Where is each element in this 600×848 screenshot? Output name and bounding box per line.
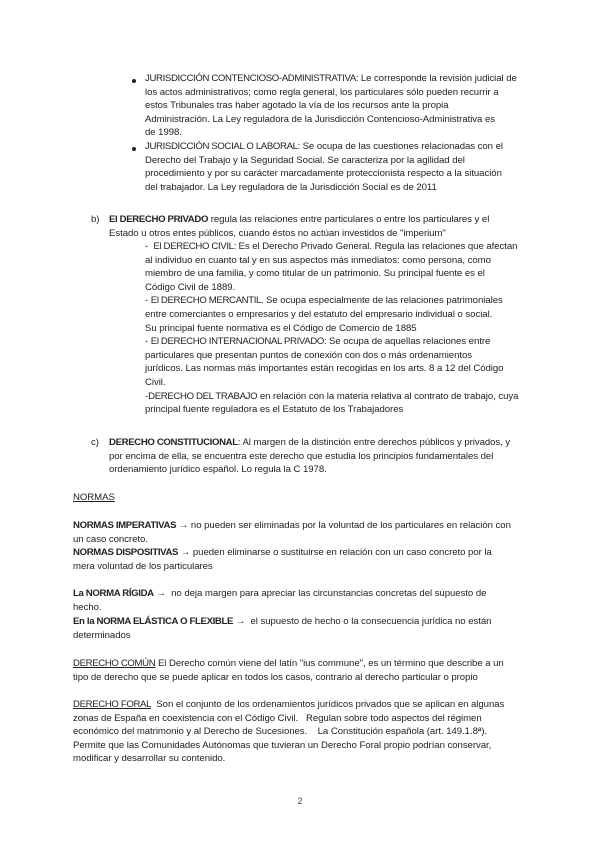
text-run: miembro de una familia, y como titular de un patrimonio. Su principal fuente es el <box>145 268 485 280</box>
text-run: Administración. La Ley reguladora de la Jurisdicción Contencioso-Administrativa es <box>145 113 495 125</box>
text-line <box>73 657 504 671</box>
text-line <box>109 450 510 464</box>
text-line <box>73 546 492 560</box>
text-line <box>145 126 517 140</box>
text-line <box>145 403 518 417</box>
text-line <box>73 671 504 685</box>
text-line <box>73 629 491 643</box>
text-run: Se ocupa de aquellas relaciones entre <box>326 336 491 348</box>
text-line <box>109 213 489 227</box>
text-line <box>145 376 518 390</box>
text-run: DERECHO DEL TRABAJO <box>148 390 258 402</box>
text-line <box>109 436 510 450</box>
text-run: económico del matrimonio y al Derecho de Sucesiones. La Constitución española (art. 149.1.8ª). <box>73 726 488 738</box>
text-run: al individuo en cuanto tal y en sus aspectos más inmediatos: como persona, como <box>145 254 491 266</box>
text-line <box>73 519 511 533</box>
derecho-comun <box>73 657 504 684</box>
text-run: regula las relaciones entre particulares o entre los particulares y el <box>208 214 490 225</box>
norma-elastica <box>73 615 491 642</box>
text-run: los actos administrativos; como regla general, los particulares sólo pueden recurrir a <box>145 86 499 98</box>
normas-dispositivas <box>73 546 492 573</box>
text-run: determinados <box>73 629 131 641</box>
page-number: 2 <box>297 796 303 806</box>
text-run: En la NORMA ELÁSTICA O FLEXIBLE <box>73 616 234 627</box>
text-line <box>145 113 517 127</box>
text-run: de 1998. <box>145 127 182 139</box>
text-run: en relación con la materia relativa al contrato de trabajo, cuya <box>257 390 519 402</box>
text-run: Permite que las Comunidades Autónomas que tuvieran un Derecho Foral propio podrían conservar, <box>73 739 492 751</box>
text-run: Código Civil de 1889. <box>145 281 236 293</box>
text-run: → pueden eliminarse o sustituirse en relación con un caso concreto por la <box>178 547 492 558</box>
text-run: La NORMA RÍGIDA <box>73 588 154 599</box>
text-line <box>145 240 518 254</box>
derecho-foral <box>73 698 504 766</box>
norma-rigida <box>73 587 486 614</box>
bullet-item-social <box>145 140 503 194</box>
text-run: → no deja margen para apreciar las circunstancias concretas del supuesto de <box>153 588 487 599</box>
text-line <box>73 712 504 726</box>
text-line <box>145 267 518 281</box>
text-line <box>73 752 504 766</box>
text-run: DERECHO COMÚN <box>73 658 156 669</box>
text-run: : Al margen de la distinción entre derechos públicos y privados, y <box>237 437 511 448</box>
section-b-subitems <box>145 240 518 417</box>
text-line <box>145 349 518 363</box>
text-run: DERECHO CONSTITUCIONAL <box>109 437 238 448</box>
text-line <box>73 725 504 739</box>
text-run: por encima de ella, se encuentra este derecho que estudia los principios fundamentales del <box>109 450 494 462</box>
normas-heading: NORMAS <box>73 492 115 503</box>
text-line <box>73 739 504 753</box>
text-run: jurídicos. Las normas más importantes están recogidas en los arts. 8 a 12 del Código <box>145 363 504 375</box>
text-line <box>145 72 517 86</box>
text-run: El DERECHO MERCANTIL. <box>150 295 264 307</box>
text-run: hecho. <box>73 601 102 613</box>
text-run: - <box>145 241 154 252</box>
text-run: → el supuesto de hecho o la consecuencia jurídica no están <box>233 616 492 627</box>
section-b-intro <box>109 213 489 240</box>
text-run: estos Tribunales tras haber agotado la vía de los recursos ante la propia <box>145 100 449 112</box>
text-run: NORMAS DISPOSITIVAS <box>73 547 179 558</box>
text-line <box>145 167 503 181</box>
normas-imperativas <box>73 519 511 546</box>
text-line <box>145 254 518 268</box>
text-run: entre comerciantes o empresarios y del estatuto del empresario individual o social. <box>145 308 493 320</box>
text-line <box>109 227 489 241</box>
section-b-marker: b) <box>91 214 100 225</box>
text-line <box>73 615 491 629</box>
text-run: modificar y desarrollar su contenido. <box>73 753 226 765</box>
text-run: ordenamiento jurídico español. Lo regula la C 1978. <box>109 464 327 476</box>
text-line <box>145 308 518 322</box>
text-run: particulares que presentan puntos de conexión con dos o más ordenamientos <box>145 349 473 361</box>
text-line <box>73 587 486 601</box>
text-line <box>73 698 504 712</box>
text-line <box>145 99 517 113</box>
text-run: Es el Derecho Privado General. Regula las relaciones que afectan <box>235 241 518 252</box>
text-run: Estado u otros entes públicos, cuando éstos no actúan investidos de "imperium" <box>109 227 446 239</box>
bullet-dot <box>132 79 136 83</box>
section-c-marker: c) <box>91 437 99 448</box>
text-run: Su principal fuente normativa es el Código de Comercio de 1885 <box>145 322 417 334</box>
text-run: El DERECHO CIVIL: <box>153 241 236 252</box>
text-run: NORMAS IMPERATIVAS <box>73 520 177 531</box>
text-run: un caso concreto. <box>73 533 148 545</box>
text-run: Civil. <box>145 376 166 388</box>
text-run: JURISDICCIÓN CONTENCIOSO-ADMINISTRATIVA: <box>145 73 359 84</box>
text-line <box>73 560 492 574</box>
text-run: - <box>145 390 149 402</box>
text-line <box>145 362 518 376</box>
text-run: Derecho del Trabajo y la Seguridad Social. Se caracteriza por la agilidad del <box>145 154 465 166</box>
text-run: El Derecho común viene del latín "ius commune", es un término que describe a un <box>155 658 504 669</box>
text-run: Son el conjunto de los ordenamientos jurídicos privados que se aplican en algunas <box>151 699 505 710</box>
bullet-dot <box>132 147 136 151</box>
text-run: tipo de derecho que se puede aplicar en todos los casos, contrario al derecho particular o propio <box>73 671 478 683</box>
text-line <box>73 601 486 615</box>
text-line <box>145 322 518 336</box>
text-run: JURISDICCIÓN SOCIAL O LABORAL: <box>145 141 300 152</box>
text-line <box>145 335 518 349</box>
text-line <box>109 463 510 477</box>
section-c-body <box>109 436 510 477</box>
text-run: - <box>145 336 151 348</box>
bullet-item-contencioso <box>145 72 517 140</box>
text-line <box>145 140 503 154</box>
text-run: - <box>145 295 151 307</box>
text-run: principal fuente reguladora es el Estatuto de los Trabajadores <box>145 404 404 416</box>
text-line <box>145 294 518 308</box>
text-line <box>145 181 503 195</box>
text-line <box>145 86 517 100</box>
text-run: del trabajador. La Ley reguladora de la Jurisdicción Social es de 2011 <box>145 181 437 193</box>
text-line <box>145 390 518 404</box>
text-run: procedimiento y por su carácter marcadamente proteccionista respecto a la situación <box>145 168 502 180</box>
text-line <box>145 154 503 168</box>
text-run: mera voluntad de los particulares <box>73 560 213 572</box>
text-run: El DERECHO INTERNACIONAL PRIVADO: <box>150 336 327 348</box>
text-line <box>73 533 511 547</box>
text-run: DERECHO FORAL <box>73 699 152 710</box>
text-run: → no pueden ser eliminadas por la voluntad de los particulares en relación con <box>176 520 511 531</box>
text-run: Se ocupa de las cuestiones relacionadas con el <box>299 141 503 152</box>
text-run: El DERECHO PRIVADO <box>109 214 209 225</box>
text-run: zonas de España en coexistencia con el Código Civil. Regulan sobre todo aspectos del régimen <box>73 712 482 724</box>
text-run: Le corresponde la revisión judicial de <box>358 73 517 84</box>
text-line <box>145 281 518 295</box>
text-run: Se ocupa especialmente de las relaciones patrimoniales <box>263 295 503 307</box>
